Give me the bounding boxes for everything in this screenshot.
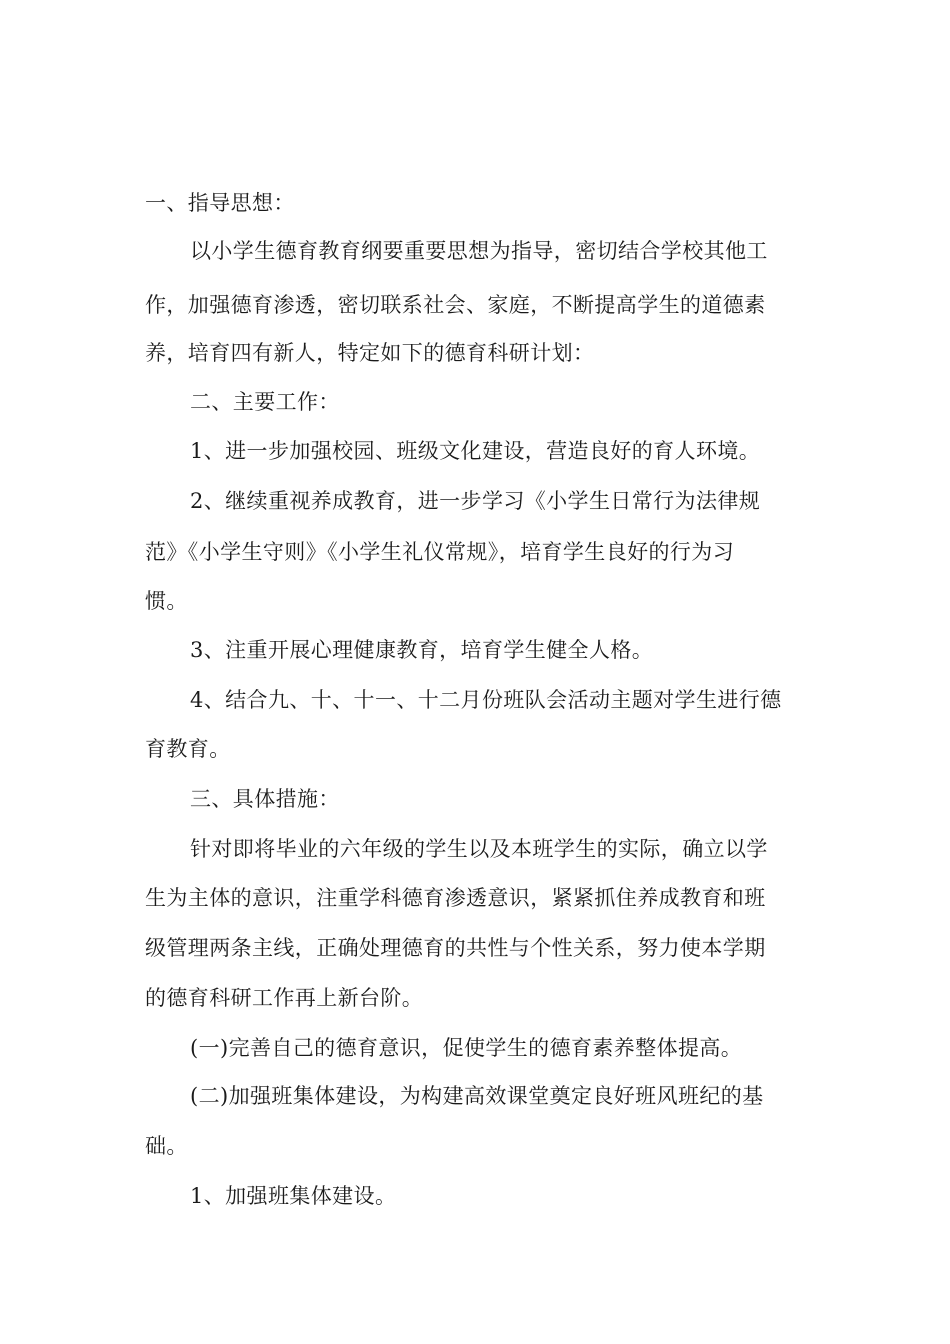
- paragraph-line: 生为主体的意识，注重学科德育渗透意识，紧紧抓住养成教育和班: [145, 886, 766, 910]
- list-item: 1、加强班集体建设。: [190, 1184, 397, 1208]
- paragraph-line: 级管理两条主线，正确处理德育的共性与个性关系，努力使本学期: [145, 936, 766, 960]
- paragraph-line: 以小学生德育教育纲要重要思想为指导，密切结合学校其他工: [190, 239, 768, 263]
- list-item: 2、继续重视养成教育，进一步学习《小学生日常行为法律规: [190, 489, 761, 513]
- paragraph-line: 的德育科研工作再上新台阶。: [145, 986, 424, 1010]
- subsection-item-continued: 础。: [145, 1134, 188, 1158]
- list-item-continued: 范》《小学生守则》《小学生礼仪常规》，培育学生良好的行为习: [145, 540, 735, 564]
- list-item-continued: 育教育。: [145, 737, 231, 761]
- list-item: 1、进一步加强校园、班级文化建设，营造良好的育人环境。: [190, 439, 761, 463]
- paragraph-line: 作，加强德育渗透，密切联系社会、家庭，不断提高学生的道德素: [145, 293, 766, 317]
- paragraph-line: 养，培育四有新人，特定如下的德育科研计划：: [145, 341, 595, 365]
- section-heading-main-work: 二、主要工作：: [190, 390, 340, 414]
- list-item-continued: 惯。: [145, 589, 188, 613]
- section-heading-measures: 三、具体措施：: [190, 787, 340, 811]
- list-item: 3、注重开展心理健康教育，培育学生健全人格。: [190, 638, 654, 662]
- section-heading-guiding-thought: 一、指导思想：: [145, 191, 295, 215]
- list-item: 4、结合九、十、十一、十二月份班队会活动主题对学生进行德: [190, 688, 782, 712]
- subsection-item: (一)完善自己的德育意识，促使学生的德育素养整体提高。: [190, 1036, 743, 1060]
- subsection-item: (二)加强班集体建设，为构建高效课堂奠定良好班风班纪的基: [190, 1084, 764, 1108]
- paragraph-line: 针对即将毕业的六年级的学生以及本班学生的实际，确立以学: [190, 837, 768, 861]
